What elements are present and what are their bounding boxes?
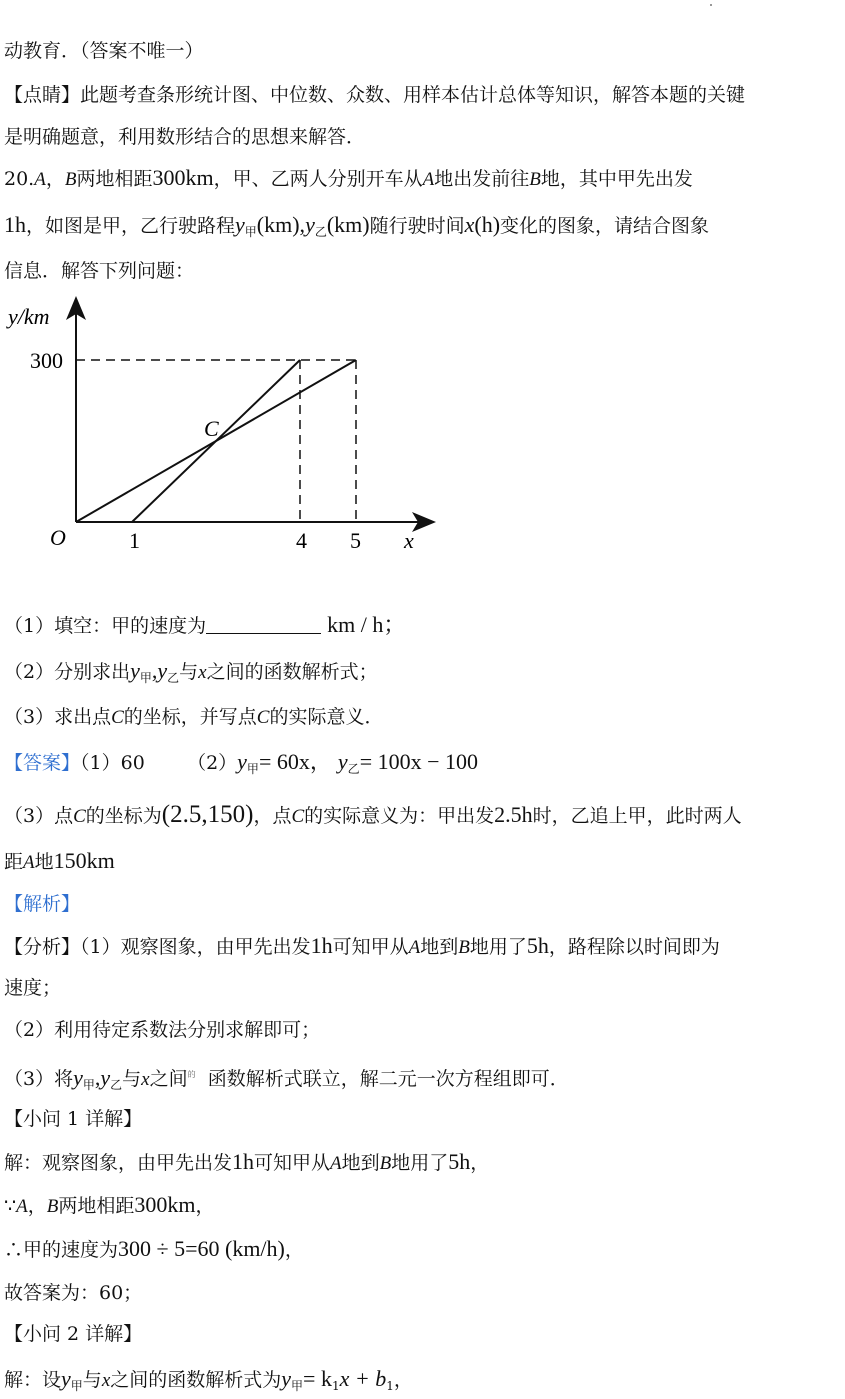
part1-question: （1）填空：甲的速度为 km / h； xyxy=(4,612,406,637)
analysis-line-1: 【分析】（1）观察图象，由甲先出发1h可知甲从A地到B地用了5h，路程除以时间即为 xyxy=(4,933,720,958)
point-c-label: C xyxy=(204,416,219,441)
sub1-line-1: 解：观察图象，由甲先出发1h可知甲从A地到B地用了5h， xyxy=(4,1149,490,1174)
x-tick-1: 1 xyxy=(129,528,140,553)
y-axis-label: y/km xyxy=(8,304,50,329)
part3-question: （3）求出点C的坐标，并写点C的实际意义． xyxy=(4,706,384,728)
graph-line-2 xyxy=(132,360,300,522)
origin-label: O xyxy=(50,525,66,550)
sub1-line-3: ∴甲的速度为300 ÷ 5=60 (km/h)， xyxy=(4,1236,304,1261)
analysis-line-2: 速度； xyxy=(4,977,62,999)
tip-line-2: 是明确题意，利用数形结合的思想来解答． xyxy=(4,126,366,148)
answer-line-2: （3）点C的坐标为(2.5,150)，点C的实际意义为：甲出发2.5h时，乙追上甲，此时两人 xyxy=(4,801,742,828)
analysis-line-4: （3）将$y_甲,y_乙$与x之间$^的$ 函数解析式联立，解二元一次方程组即可． xyxy=(4,1065,569,1092)
analysis-line-3: （2）利用待定系数法分别求解即可； xyxy=(4,1019,321,1041)
q20-line-1: 20.A，B两地相距300km，甲、乙两人分别开车从A地出发前往B地，其中甲先出发 xyxy=(4,165,693,190)
sub2-line-1: 解：设$y_甲$与x之间的函数解析式为$y_甲= k_1x + b_1$， xyxy=(4,1366,413,1393)
sub1-line-2: ∵A，B两地相距300km， xyxy=(4,1192,215,1217)
x-tick-4: 4 xyxy=(296,528,307,553)
sub1-line-4: 故答案为：60； xyxy=(4,1282,143,1304)
q20-line-3: 信息．解答下列问题： xyxy=(4,260,195,282)
answer-line-1: 【答案】（1）60 $(2)y_甲= 60x$， $y_乙= 100x - 100$ xyxy=(4,749,479,776)
answer-blank[interactable] xyxy=(206,615,321,634)
x-axis-label: x xyxy=(404,528,414,553)
analysis-heading: 【解析】 xyxy=(4,893,81,915)
line-end-previous: 动教育．（答案不唯一） xyxy=(4,40,204,62)
x-tick-5: 5 xyxy=(350,528,361,553)
answer-line-3: 距A地150km xyxy=(4,848,115,873)
tip-line-1: 【点睛】此题考查条形统计图、中位数、众数、用样本估计总体等知识，解答本题的关键 xyxy=(4,84,746,106)
y-tick-300: 300 xyxy=(30,348,63,373)
q20-line-2: 1h，如图是甲，乙行驶路程$y_甲(km),y_乙(km)$随行驶时间x(h)变化的图象，请结合图象 xyxy=(4,212,710,239)
graph-figure xyxy=(0,290,450,560)
sub1-heading: 【小问 1 详解】 xyxy=(4,1108,143,1130)
scan-speck xyxy=(710,4,712,6)
sub2-heading: 【小问 2 详解】 xyxy=(4,1323,143,1345)
part2-question: （2）分别求出$y_甲,y_乙$与x之间的函数解析式； xyxy=(4,658,378,685)
